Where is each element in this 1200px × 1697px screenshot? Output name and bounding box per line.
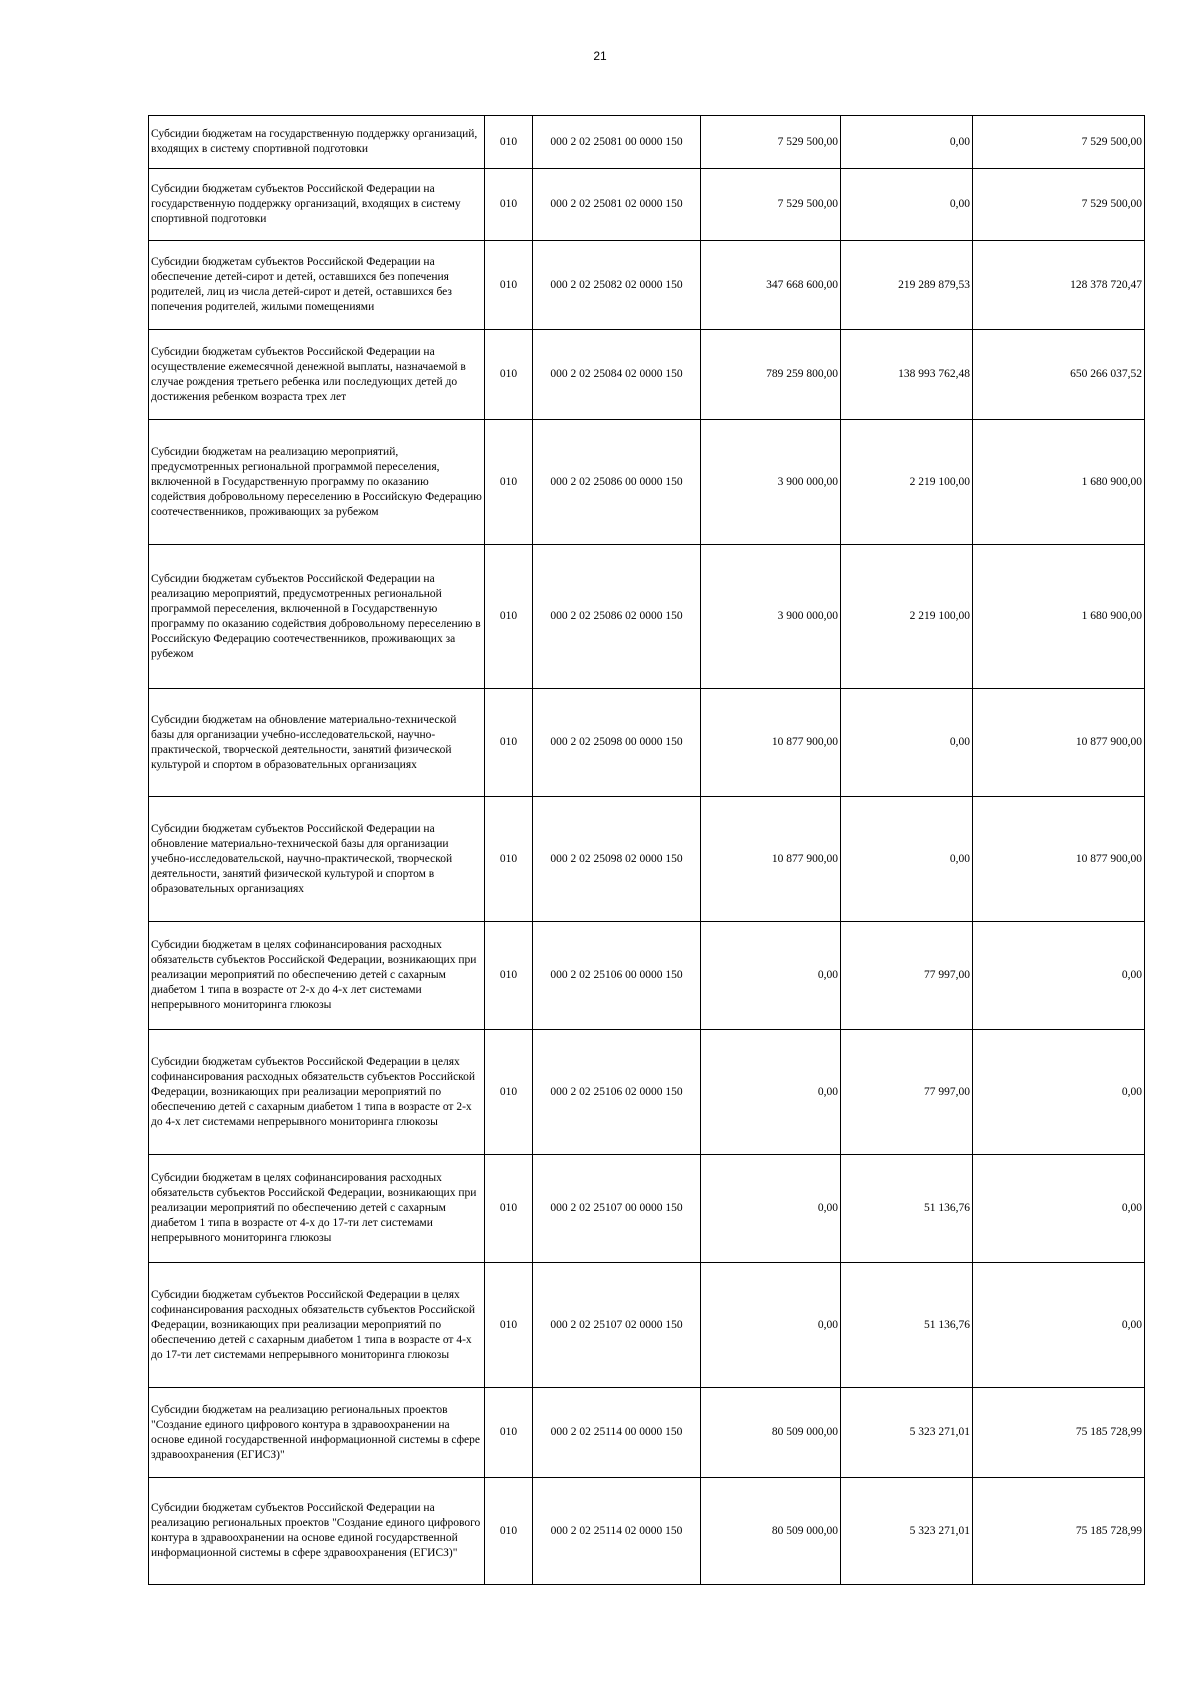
table-row — [149, 545, 1145, 689]
row-unexecuted: 0,00 — [973, 1030, 1145, 1155]
row-kbk: 000 2 02 25086 00 0000 150 — [533, 420, 701, 545]
row-kbk: 000 2 02 25107 02 0000 150 — [533, 1263, 701, 1388]
row-kbk: 000 2 02 25098 02 0000 150 — [533, 797, 701, 922]
row-executed: 138 993 762,48 — [841, 330, 973, 420]
row-name: Субсидии бюджетам субъектов Российской Федерации на государственную поддержку организаций, входящих в систему спортивной подготовки — [149, 169, 485, 241]
row-executed: 219 289 879,53 — [841, 241, 973, 330]
row-approved: 0,00 — [701, 1030, 841, 1155]
row-name: Субсидии бюджетам субъектов Российской Федерации на осуществление ежемесячной денежной выплаты, назначаемой в случае рождения третьего ребенка или последующих детей до достижения ребенком возраста трех лет — [149, 330, 485, 420]
table-row — [149, 1263, 1145, 1388]
row-approved: 0,00 — [701, 1263, 841, 1388]
row-executed: 2 219 100,00 — [841, 545, 973, 689]
row-executed: 5 323 271,01 — [841, 1388, 973, 1478]
row-code: 010 — [485, 1030, 533, 1155]
row-executed: 51 136,76 — [841, 1155, 973, 1263]
row-name: Субсидии бюджетам на государственную поддержку организаций, входящих в систему спортивной подготовки — [149, 116, 485, 169]
row-kbk: 000 2 02 25098 00 0000 150 — [533, 689, 701, 797]
row-approved: 7 529 500,00 — [701, 169, 841, 241]
row-kbk: 000 2 02 25082 02 0000 150 — [533, 241, 701, 330]
row-unexecuted: 0,00 — [973, 1155, 1145, 1263]
row-approved: 0,00 — [701, 922, 841, 1030]
row-name: Субсидии бюджетам субъектов Российской Федерации в целях софинансирования расходных обязательств субъектов Российской Федерации, возникающих при реализации мероприятий по обеспечению детей с сахарным диабетом 1 типа в возрасте от 2-х до 4-х лет системами непрерывного мониторинга глюкозы — [149, 1030, 485, 1155]
row-unexecuted: 7 529 500,00 — [973, 116, 1145, 169]
row-approved: 10 877 900,00 — [701, 689, 841, 797]
table-row — [149, 922, 1145, 1030]
row-approved: 80 509 000,00 — [701, 1478, 841, 1585]
row-unexecuted: 1 680 900,00 — [973, 420, 1145, 545]
row-code: 010 — [485, 169, 533, 241]
row-code: 010 — [485, 1478, 533, 1585]
row-executed: 5 323 271,01 — [841, 1478, 973, 1585]
budget-revenue-table — [148, 115, 1145, 1585]
table-row — [149, 116, 1145, 169]
row-code: 010 — [485, 241, 533, 330]
row-approved: 10 877 900,00 — [701, 797, 841, 922]
table-row — [149, 689, 1145, 797]
row-kbk: 000 2 02 25107 00 0000 150 — [533, 1155, 701, 1263]
row-name: Субсидии бюджетам на реализацию региональных проектов "Создание единого цифрового контура в здравоохранении на основе единой государственной информационной системы в сфере здравоохранения (ЕГИСЗ)" — [149, 1388, 485, 1478]
row-executed: 77 997,00 — [841, 1030, 973, 1155]
table-row — [149, 1388, 1145, 1478]
row-code: 010 — [485, 330, 533, 420]
row-unexecuted: 0,00 — [973, 922, 1145, 1030]
table-row — [149, 420, 1145, 545]
row-unexecuted: 10 877 900,00 — [973, 797, 1145, 922]
row-approved: 7 529 500,00 — [701, 116, 841, 169]
row-approved: 3 900 000,00 — [701, 420, 841, 545]
row-unexecuted: 75 185 728,99 — [973, 1388, 1145, 1478]
row-name: Субсидии бюджетам субъектов Российской Федерации на обеспечение детей-сирот и детей, оставшихся без попечения родителей, лиц из числа детей-сирот и детей, оставшихся без попечения родителей, жилыми помещениями — [149, 241, 485, 330]
row-code: 010 — [485, 420, 533, 545]
row-code: 010 — [485, 1388, 533, 1478]
row-approved: 80 509 000,00 — [701, 1388, 841, 1478]
row-executed: 0,00 — [841, 797, 973, 922]
row-unexecuted: 10 877 900,00 — [973, 689, 1145, 797]
row-code: 010 — [485, 797, 533, 922]
row-code: 010 — [485, 1263, 533, 1388]
row-name: Субсидии бюджетам субъектов Российской Федерации на реализацию региональных проектов "Создание единого цифрового контура в здравоохранении на основе единой государственной информационной системы в сфере здравоохранения (ЕГИСЗ)" — [149, 1478, 485, 1585]
row-unexecuted: 0,00 — [973, 1263, 1145, 1388]
row-kbk: 000 2 02 25106 00 0000 150 — [533, 922, 701, 1030]
row-name: Субсидии бюджетам субъектов Российской Федерации на обновление материально-технической базы для организации учебно-исследовательской, научно-практической, творческой деятельности, занятий физической культурой и спортом в образовательных организациях — [149, 797, 485, 922]
row-code: 010 — [485, 545, 533, 689]
row-kbk: 000 2 02 25081 02 0000 150 — [533, 169, 701, 241]
table-row — [149, 169, 1145, 241]
row-kbk: 000 2 02 25114 00 0000 150 — [533, 1388, 701, 1478]
row-unexecuted: 128 378 720,47 — [973, 241, 1145, 330]
table-row — [149, 241, 1145, 330]
row-name: Субсидии бюджетам на реализацию мероприятий, предусмотренных региональной программой переселения, включенной в Государственную программу по оказанию содействия добровольному переселению в Российскую Федерацию соотечественников, проживающих за рубежом — [149, 420, 485, 545]
table-row — [149, 1155, 1145, 1263]
row-approved: 789 259 800,00 — [701, 330, 841, 420]
row-kbk: 000 2 02 25106 02 0000 150 — [533, 1030, 701, 1155]
row-name: Субсидии бюджетам субъектов Российской Федерации в целях софинансирования расходных обязательств субъектов Российской Федерации, возникающих при реализации мероприятий по обеспечению детей с сахарным диабетом 1 типа в возрасте от 4-х до 17-ти лет системами непрерывного мониторинга глюкозы — [149, 1263, 485, 1388]
row-approved: 347 668 600,00 — [701, 241, 841, 330]
row-unexecuted: 650 266 037,52 — [973, 330, 1145, 420]
row-approved: 0,00 — [701, 1155, 841, 1263]
row-name: Субсидии бюджетам в целях софинансирования расходных обязательств субъектов Российской Федерации, возникающих при реализации мероприятий по обеспечению детей с сахарным диабетом 1 типа в возрасте от 2-х до 4-х лет системами непрерывного мониторинга глюкозы — [149, 922, 485, 1030]
page-number: 21 — [593, 49, 607, 63]
row-name: Субсидии бюджетам на обновление материально-технической базы для организации учебно-исследовательской, научно-практической, творческой деятельности, занятий физической культурой и спортом в образовательных организациях — [149, 689, 485, 797]
row-kbk: 000 2 02 25084 02 0000 150 — [533, 330, 701, 420]
row-unexecuted: 1 680 900,00 — [973, 545, 1145, 689]
table-row — [149, 1478, 1145, 1585]
row-executed: 51 136,76 — [841, 1263, 973, 1388]
row-unexecuted: 7 529 500,00 — [973, 169, 1145, 241]
row-name: Субсидии бюджетам в целях софинансирования расходных обязательств субъектов Российской Федерации, возникающих при реализации мероприятий по обеспечению детей с сахарным диабетом 1 типа в возрасте от 4-х до 17-ти лет системами непрерывного мониторинга глюкозы — [149, 1155, 485, 1263]
row-code: 010 — [485, 1155, 533, 1263]
row-kbk: 000 2 02 25114 02 0000 150 — [533, 1478, 701, 1585]
table-row — [149, 797, 1145, 922]
row-executed: 0,00 — [841, 689, 973, 797]
row-code: 010 — [485, 922, 533, 1030]
table-row — [149, 1030, 1145, 1155]
row-executed: 0,00 — [841, 169, 973, 241]
row-kbk: 000 2 02 25086 02 0000 150 — [533, 545, 701, 689]
row-executed: 77 997,00 — [841, 922, 973, 1030]
row-executed: 2 219 100,00 — [841, 420, 973, 545]
row-kbk: 000 2 02 25081 00 0000 150 — [533, 116, 701, 169]
row-approved: 3 900 000,00 — [701, 545, 841, 689]
row-code: 010 — [485, 689, 533, 797]
row-unexecuted: 75 185 728,99 — [973, 1478, 1145, 1585]
row-name: Субсидии бюджетам субъектов Российской Федерации на реализацию мероприятий, предусмотренных региональной программой переселения, включенной в Государственную программу по оказанию содействия добровольному переселению в Российскую Федерацию соотечественников, проживающих за рубежом — [149, 545, 485, 689]
table-row — [149, 330, 1145, 420]
row-code: 010 — [485, 116, 533, 169]
row-executed: 0,00 — [841, 116, 973, 169]
